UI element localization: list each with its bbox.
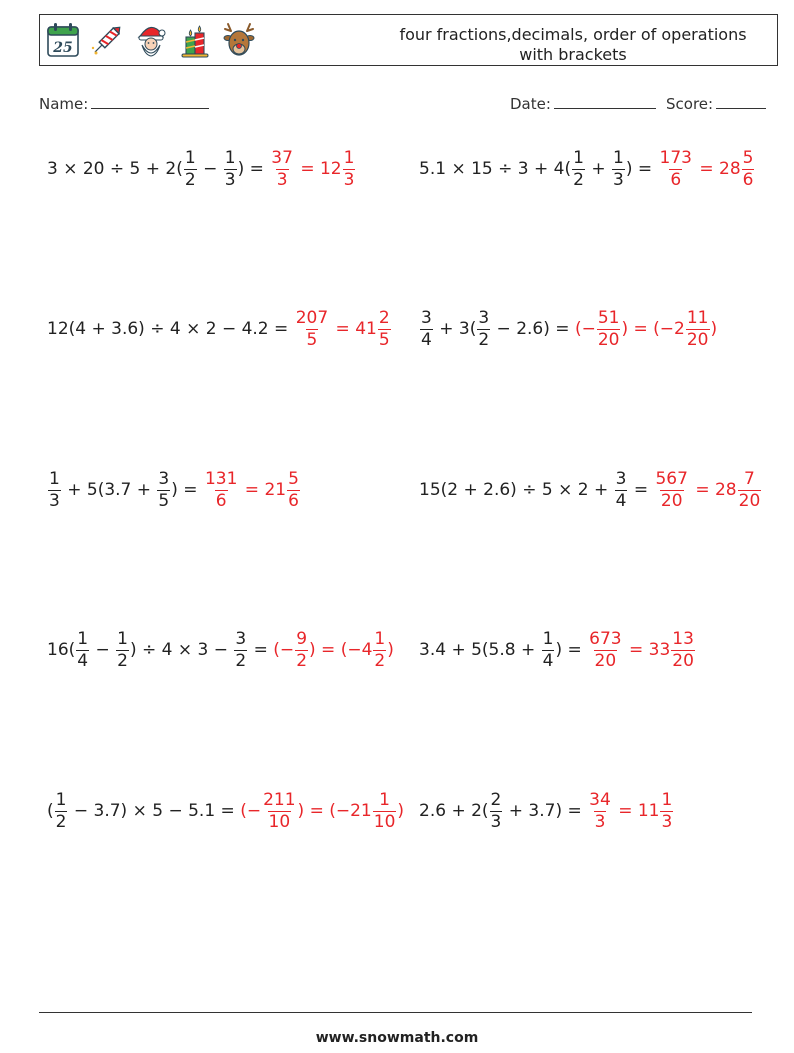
denominator: 6 — [215, 490, 227, 511]
numerator: 7 — [744, 468, 755, 489]
answer-text: = 33 — [623, 639, 671, 660]
score-label: Score: — [666, 95, 714, 113]
denominator: 6 — [742, 169, 754, 190]
denominator: 3 — [224, 169, 236, 190]
date-blank[interactable] — [554, 94, 656, 109]
fraction — [420, 307, 433, 350]
denominator: 4 — [615, 490, 627, 511]
answer-fraction — [738, 468, 762, 511]
numerator: 1 — [379, 789, 390, 810]
date-field[interactable] — [510, 94, 656, 113]
numerator: 1 — [661, 789, 673, 810]
title-line-2: with brackets — [519, 45, 627, 64]
numerator: 5 — [742, 147, 754, 168]
score-blank[interactable] — [716, 94, 766, 109]
title-line-1: four fractions,decimals, order of operations — [399, 25, 747, 44]
numerator: 9 — [296, 628, 308, 649]
fraction — [572, 147, 585, 190]
answer-text: = 21 — [239, 479, 287, 500]
denominator: 4 — [542, 650, 554, 671]
answer-text: ) — [710, 318, 718, 339]
answer-text: ) — [387, 639, 394, 660]
answer-text: ) = (−2 — [621, 318, 685, 339]
answer-fraction — [204, 468, 238, 511]
numerator: 2 — [490, 789, 502, 810]
answer-text: = 28 — [689, 479, 737, 500]
denominator: 3 — [594, 811, 606, 832]
numerator: 51 — [597, 307, 620, 328]
score-field[interactable] — [666, 94, 766, 113]
problem-1 — [47, 139, 356, 199]
fraction — [477, 307, 490, 350]
expression-text: − — [90, 639, 116, 660]
expression-text: 12(4 + 3.6) ÷ 4 × 2 − 4.2 = — [47, 318, 294, 339]
expression-text: + — [585, 158, 611, 179]
numerator: 37 — [271, 147, 293, 168]
numerator: 1 — [343, 147, 355, 168]
denominator: 10 — [268, 811, 291, 832]
answer-fraction — [373, 628, 386, 671]
numerator: 211 — [263, 789, 296, 810]
answer-fraction — [686, 307, 710, 350]
denominator: 2 — [55, 811, 67, 832]
denominator: 3 — [612, 169, 624, 190]
expression-text: 15(2 + 2.6) ÷ 5 × 2 + — [419, 479, 614, 500]
candles-icon — [177, 21, 213, 59]
fraction — [184, 147, 197, 190]
numerator: 1 — [77, 628, 89, 649]
numerator: 3 — [421, 307, 432, 328]
denominator: 20 — [660, 490, 683, 511]
fraction — [224, 147, 237, 190]
reindeer-icon — [221, 21, 257, 59]
denominator: 3 — [490, 811, 502, 832]
expression-text: − — [197, 158, 223, 179]
answer-text: ) = (−21 — [297, 800, 372, 821]
denominator: 5 — [306, 329, 318, 350]
firework-rocket-icon — [89, 21, 125, 59]
calendar-day: 25 — [53, 40, 73, 56]
fraction — [76, 628, 89, 671]
denominator: 2 — [573, 169, 584, 190]
numerator: 1 — [49, 468, 60, 489]
answer-fraction — [295, 307, 329, 350]
answer-fraction — [378, 307, 391, 350]
expression-text: 2.6 + 2( — [419, 800, 489, 821]
expression-text: 3 × 20 ÷ 5 + 2( — [47, 158, 183, 179]
problem-5 — [47, 460, 301, 520]
numerator: 3 — [478, 307, 490, 328]
expression-text: + 3( — [433, 318, 477, 339]
expression-text: ) = — [625, 158, 658, 179]
denominator: 20 — [594, 650, 617, 671]
denominator: 20 — [597, 329, 620, 350]
denominator: 20 — [672, 650, 694, 671]
numerator: 5 — [288, 468, 299, 489]
fraction — [157, 468, 170, 511]
denominator: 20 — [686, 329, 709, 350]
fraction — [490, 789, 503, 832]
denominator: 3 — [661, 811, 673, 832]
denominator: 4 — [421, 329, 432, 350]
answer-fraction — [597, 307, 621, 350]
expression-text: 16( — [47, 639, 76, 660]
expression-text: 3.4 + 5(5.8 + — [419, 639, 541, 660]
answer-text: = 28 — [693, 158, 741, 179]
answer-text: (− — [240, 800, 262, 821]
name-label: Name: — [39, 95, 89, 113]
numerator: 673 — [589, 628, 622, 649]
denominator: 2 — [235, 650, 247, 671]
answer-fraction — [588, 628, 622, 671]
expression-text: ( — [47, 800, 54, 821]
denominator: 3 — [49, 490, 60, 511]
name-blank[interactable] — [91, 94, 209, 109]
date-label: Date: — [510, 95, 551, 113]
numerator: 1 — [542, 628, 554, 649]
denominator: 5 — [378, 329, 390, 350]
denominator: 10 — [373, 811, 396, 832]
numerator: 34 — [589, 789, 611, 810]
expression-text: ) = — [237, 158, 270, 179]
expression-text: − 2.6) = — [491, 318, 575, 339]
denominator: 2 — [117, 650, 128, 671]
problem-7 — [47, 620, 394, 680]
denominator: 5 — [158, 490, 170, 511]
expression-text: + 5(3.7 + — [61, 479, 157, 500]
expression-text: ) = — [555, 639, 588, 660]
numerator: 1 — [117, 628, 128, 649]
expression-text: − 3.7) × 5 − 5.1 = — [68, 800, 241, 821]
denominator: 6 — [288, 490, 299, 511]
answer-fraction — [343, 147, 356, 190]
denominator: 6 — [670, 169, 682, 190]
answer-fraction — [742, 147, 755, 190]
answer-fraction — [654, 468, 688, 511]
problem-8 — [419, 620, 696, 680]
expression-text: = — [248, 639, 274, 660]
fraction — [612, 147, 625, 190]
answer-fraction — [588, 789, 612, 832]
denominator: 2 — [296, 650, 308, 671]
fraction — [48, 468, 61, 511]
answer-text: = 41 — [330, 318, 377, 339]
answer-text: (− — [574, 318, 596, 339]
expression-text: + 3.7) = — [503, 800, 588, 821]
expression-text: ) = — [171, 479, 203, 500]
answer-text: = 11 — [612, 800, 660, 821]
problem-9 — [47, 781, 404, 841]
numerator: 131 — [204, 468, 238, 489]
denominator: 2 — [184, 169, 196, 190]
answer-fraction — [373, 789, 397, 832]
answer-fraction — [671, 628, 695, 671]
numerator: 2 — [378, 307, 390, 328]
fraction — [615, 468, 628, 511]
answer-fraction — [262, 789, 296, 832]
footer-divider — [39, 1012, 752, 1013]
denominator: 2 — [478, 329, 490, 350]
numerator: 11 — [686, 307, 709, 328]
fraction — [116, 628, 129, 671]
santa-icon — [133, 21, 169, 59]
footer-site[interactable]: www.snowmath.com — [315, 1030, 479, 1046]
numerator: 3 — [158, 468, 170, 489]
fraction — [234, 628, 247, 671]
answer-fraction — [287, 468, 300, 511]
answer-text: ) = (−4 — [309, 639, 373, 660]
calendar-icon — [45, 21, 81, 59]
answer-fraction — [660, 789, 673, 832]
answer-fraction — [659, 147, 693, 190]
problem-6 — [419, 460, 762, 520]
problem-10 — [419, 781, 674, 841]
answer-text: ) — [397, 800, 405, 821]
header-icons — [45, 21, 257, 59]
numerator: 567 — [655, 468, 688, 489]
expression-text: ) ÷ 4 × 3 − — [129, 639, 234, 660]
numerator: 1 — [224, 147, 236, 168]
expression-text: 5.1 × 15 ÷ 3 + 4( — [419, 158, 572, 179]
expression-text: = — [628, 479, 654, 500]
fraction — [542, 628, 555, 671]
numerator: 13 — [672, 628, 694, 649]
numerator: 1 — [184, 147, 196, 168]
denominator: 2 — [374, 650, 386, 671]
worksheet-title — [383, 25, 763, 65]
denominator: 3 — [343, 169, 355, 190]
answer-fraction — [270, 147, 294, 190]
denominator: 3 — [276, 169, 288, 190]
answer-text: (− — [273, 639, 295, 660]
numerator: 207 — [295, 307, 329, 328]
numerator: 1 — [374, 628, 386, 649]
denominator: 20 — [738, 490, 761, 511]
numerator: 3 — [615, 468, 627, 489]
problem-4 — [419, 299, 717, 359]
fraction — [55, 789, 68, 832]
problem-2 — [419, 139, 755, 199]
answer-text: = 12 — [294, 158, 342, 179]
numerator: 1 — [573, 147, 584, 168]
numerator: 3 — [235, 628, 247, 649]
name-field[interactable] — [39, 94, 209, 113]
numerator: 1 — [612, 147, 624, 168]
numerator: 173 — [659, 147, 692, 168]
numerator: 1 — [55, 789, 67, 810]
answer-fraction — [295, 628, 308, 671]
denominator: 4 — [77, 650, 89, 671]
worksheet-header — [39, 14, 778, 66]
problem-3 — [47, 299, 392, 359]
